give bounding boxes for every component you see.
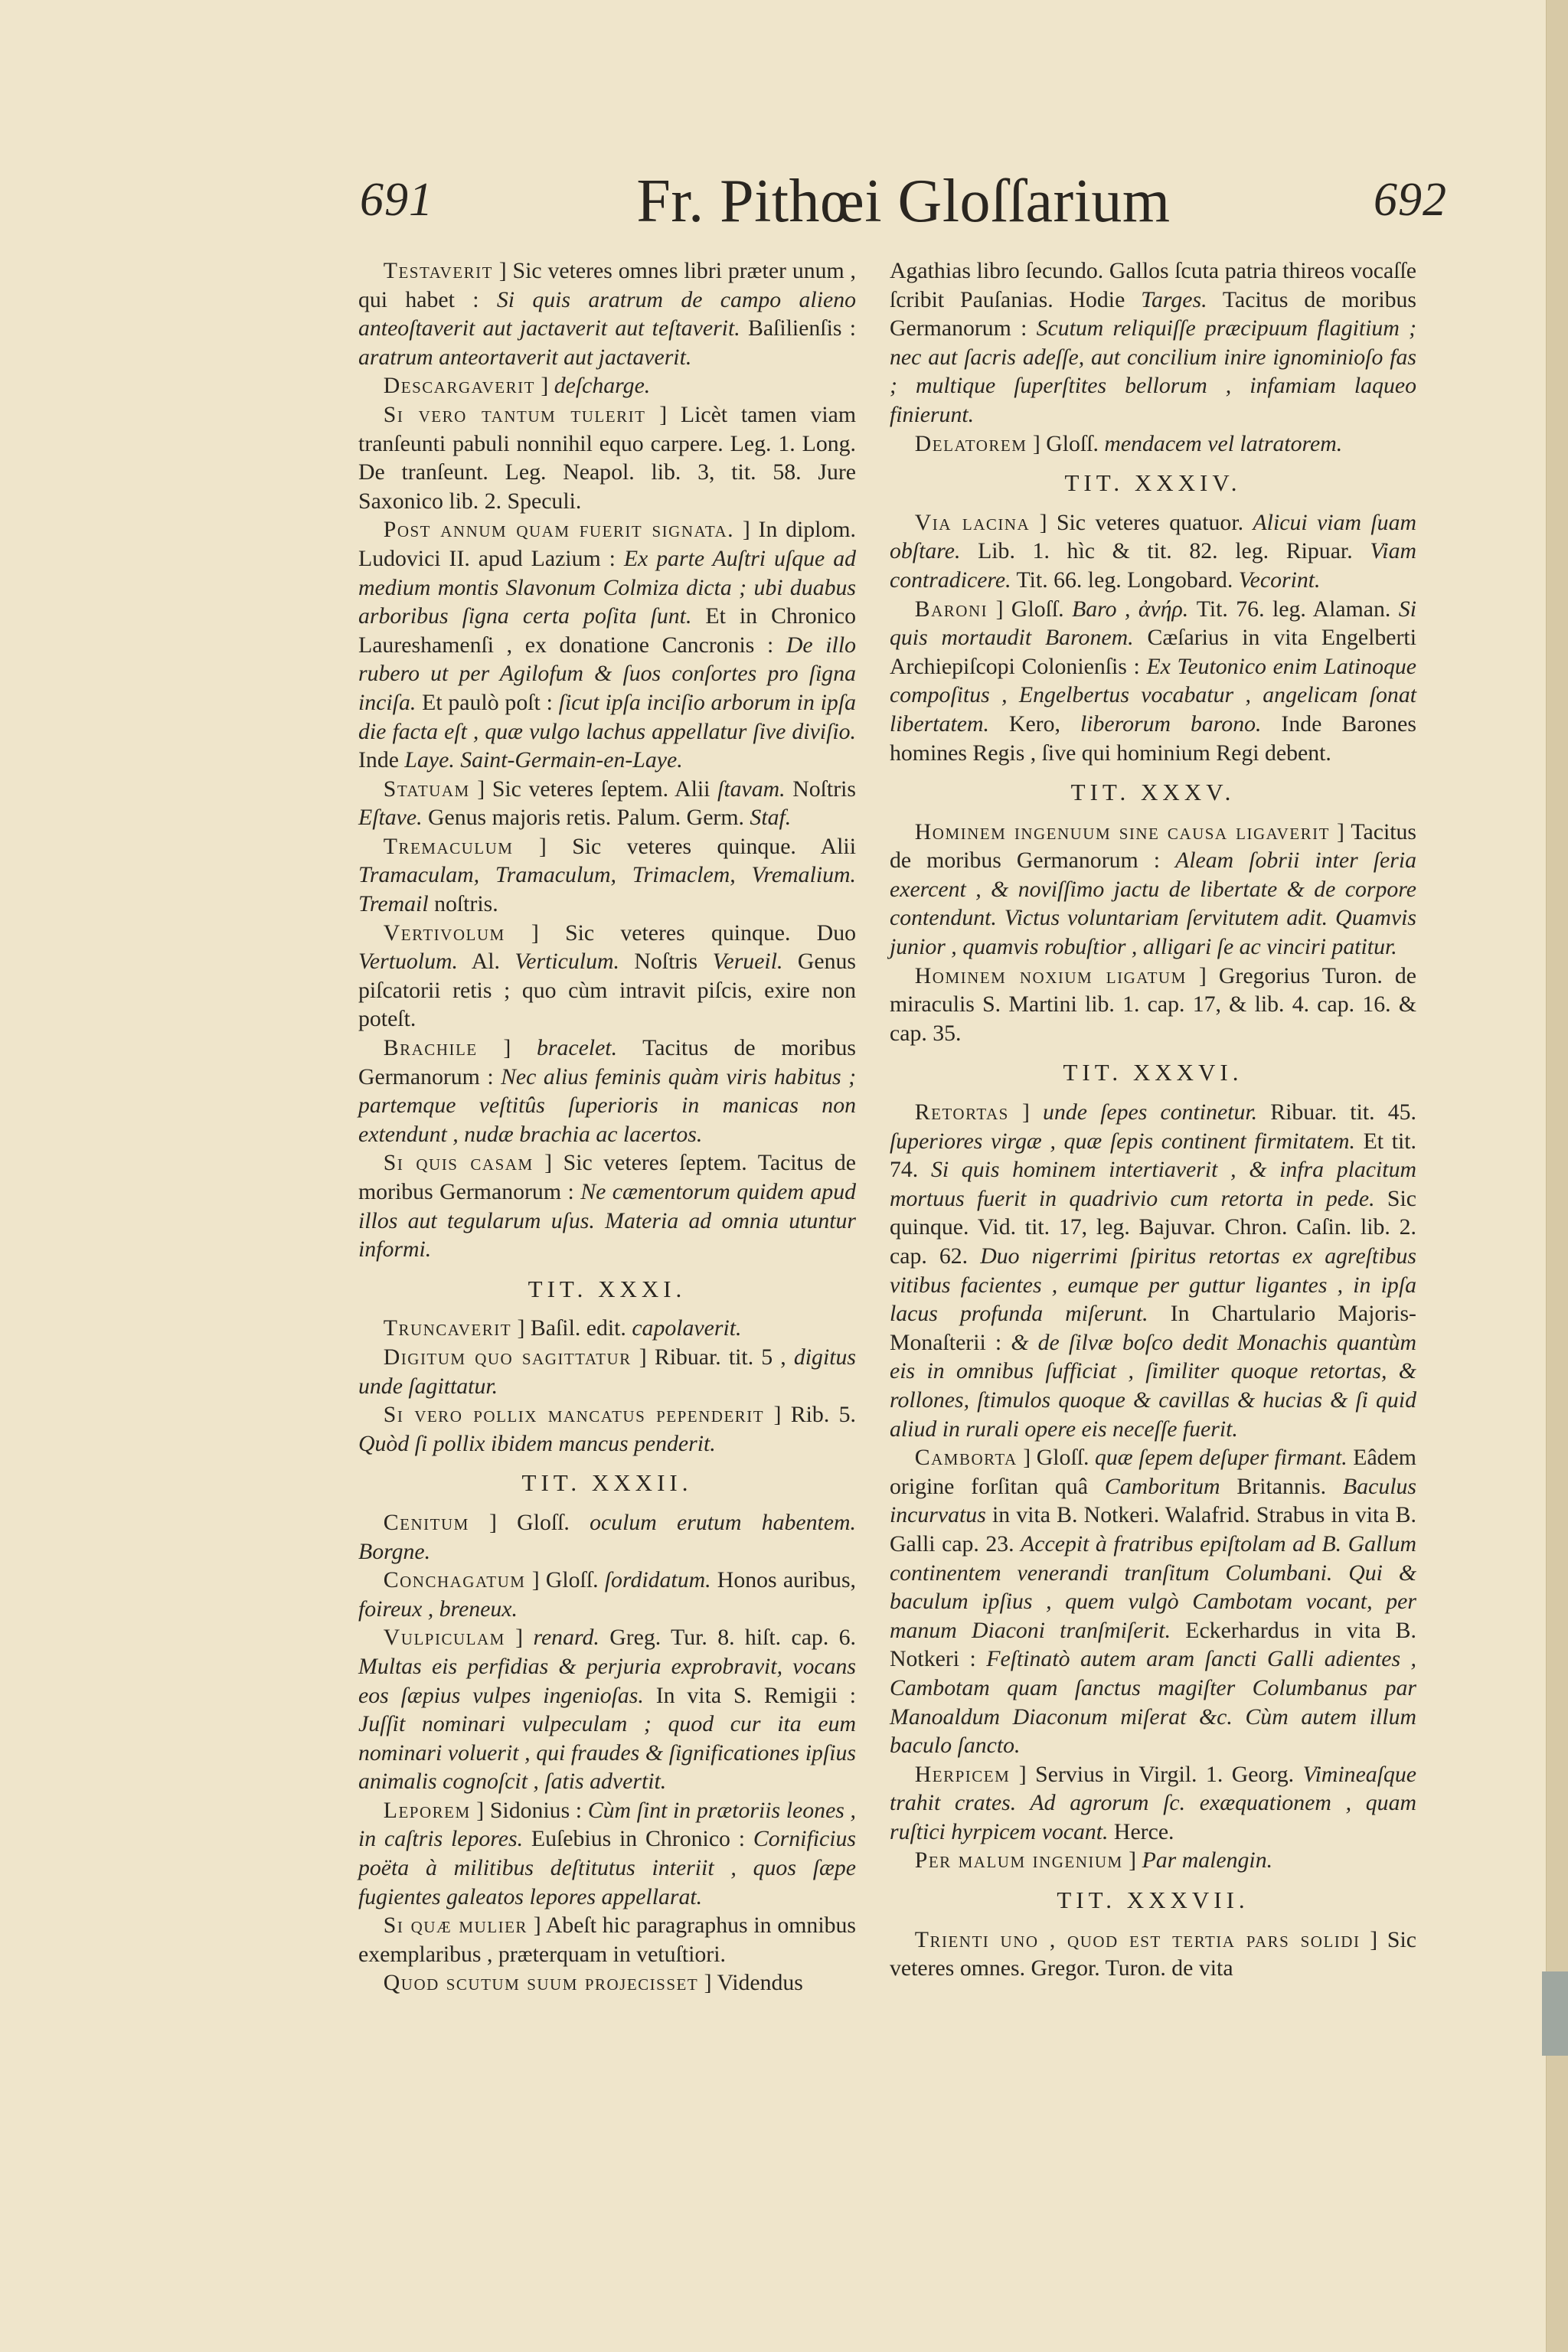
entry-conchagatum: Conchagatum ] Gloſſ. ſordidatum. Honos auribus, foireux , breneux.: [358, 1567, 856, 1622]
right-column: [890, 256, 1416, 1983]
color-calibration-tab: [1542, 1971, 1568, 2056]
entry-delatorem: Delatorem ] Gloſſ. mendacem vel latratorem.: [914, 430, 1343, 456]
entry-hominem-noxium: Hominem noxium ligatum ] Gregorius Turon. de miraculis S. Martini lib. 1. cap. 17, & lib. 4. cap. 16. & cap. 35.: [890, 962, 1417, 1046]
section-heading-tit-36: TIT. XXXVI.: [1063, 1059, 1243, 1086]
entry-si-vero-pollix: Si vero pollix mancatus pependerit ] Rib. 5. Quòd ſi pollix ibidem mancus penderit.: [358, 1402, 856, 1456]
entry-camborta: Camborta ] Gloſſ. quæ ſepem deſuper firmant. Eâdem origine forſitan quâ Camboritum Britannis. Baculus incurvatus in vita B. Notkeri. Walafrid. Strabus in vita B. Galli cap. 23. Accepit à fratribus epiſtolam ad B. Gallum continentem venerandi tranſitum Columbani. Qui & baculum ipſius , quem vulgò Cambotam vocant, per manum Diaconi tranſmiſerit. Eckerhardus in vita B. Notkeri : Feſtinatò autem aram ſancti Galli adientes , Cambotam quam ſanctus magiſter Columbanus par Manoaldum Diaconum miſerat &c. Cùm autem illum baculo ſancto.: [890, 1445, 1417, 1759]
entry-cenitum: Cenitum ] Gloſſ. oculum erutum habentem. Borgne.: [358, 1509, 856, 1564]
section-heading-tit-31: TIT. XXXI.: [528, 1275, 687, 1302]
section-heading-tit-35: TIT. XXXV.: [1070, 779, 1236, 806]
entry-vulpiculam: Vulpiculam ] renard. Greg. Tur. 8. hiſt. cap. 6. Multas eis perfidias & perjuria exprobravit, vocans eos ſæpius vulpes ingenioſas. In vita S. Remigii : Juſſit nominari vulpeculam ; quod cur ita eum nominari voluerit , qui fraudes & ſignificationes ipſius animalis cognoſcit , ſatis advertit.: [358, 1625, 856, 1795]
entry-truncaverit: Truncaverit ] Baſil. edit. capolaverit.: [383, 1315, 742, 1341]
entry-statuam: Statuam ] Sic veteres ſeptem. Alii ſtavam. Noſtris Eſtave. Genus majoris retis. Palum. Germ. Staf.: [358, 776, 856, 831]
entry-trienti-uno: Trienti uno , quod est tertia pars solidi ] Sic veteres omnes. Gregor. Turon. de vita: [890, 1926, 1416, 1981]
entry-retortas: Retortas ] unde ſepes continetur. Ribuar. tit. 45. ſuperiores virgæ , quæ ſepis continent firmitatem. Et tit. 74. Si quis hominem intertiaverit , & infra placitum mortuus fuerit in quadrivio cum retorta in pede. Sic quinque. Vid. tit. 17, leg. Bajuvar. Chron. Caſin. lib. 2. cap. 62. Duo nigerrimi ſpiritus retortas ex agreſtibus vitibus facientes , eumque per guttur ligantes , in ipſa lacus profunda miſerunt. In Chartulario Majoris-Monaſterii : & de ſilvæ boſco dedit Monachis quantùm eis in omnibus ſufficiat , ſimiliter quoque retortas, & rollones, ſtimulos quoque & cavillas & hucias & ſi quid aliud in rurali opere eis neceſſe fuerit.: [890, 1099, 1416, 1442]
page-number-right: 692: [1374, 174, 1447, 226]
left-column: [358, 256, 856, 1998]
page-title: Fr. Pithœi Gloſſarium: [636, 168, 1171, 235]
section-heading-tit-34: TIT. XXXIV.: [1064, 469, 1242, 497]
entry-vertivolum: Vertivolum ] Sic veteres quinque. Duo Vertuolum. Al. Verticulum. Noſtris Verueil. Genus piſcatorii retis ; quo cùm intravit piſcis, exire non poteſt.: [358, 920, 856, 1032]
entry-tremaculum: Tremaculum ] Sic veteres quinque. Alii Tramaculam, Tramaculum, Trimaclem, Vremalium. Tremail noſtris.: [358, 833, 856, 917]
entry-brachile: Brachile ] bracelet. Tacitus de moribus Germanorum : Nec alius feminis quàm viris habitus ; partemque veſtitûs ſuperioris in manicas non extendunt , nudæ brachia ac lacertos.: [358, 1035, 856, 1147]
page-number-left: 691: [360, 174, 433, 226]
entry-via-lacina: Via lacina ] Sic veteres quatuor. Alicui viam ſuam obſtare. Lib. 1. hìc & tit. 82. leg. Ripuar. Viam contradicere. Tit. 66. leg. Longobard. Vecorint.: [890, 509, 1416, 593]
entry-continuation: Agathias libro ſecundo. Gallos ſcuta patria thireos vocaſſe ſcribit Pauſanias. Hodie Targes. Tacitus de moribus Germanorum : Scutum reliquiſſe præcipuum flagitium ; nec aut ſacris adeſſe, aut concilium inire ignominioſo fas ; multique ſuperſtites bellorum , infamiam laqueo finierunt.: [890, 258, 1416, 427]
entry-per-malum-ingenium: Per malum ingenium ] Par malengin.: [914, 1847, 1273, 1873]
entry-baroni: Baroni ] Gloſſ. Baro , ἀνήρ. Tit. 76. leg. Alaman. Si quis mortaudit Baronem. Cæſarius in vita Engelberti Archiepiſcopi Colonienſis : Ex Teutonico enim Latinoque compoſitus , Engelbertus vocabatur , angelicam ſonat libertatem. Kero, liberorum barono. Inde Barones homines Regis , ſive qui hominium Regi debent.: [890, 596, 1416, 766]
entry-hominem-ingenuum: Hominem ingenuum sine causa ligaverit ] Tacitus de moribus Germanorum : Aleam ſobrii inter ſeria exercent , & noviſſimo jactu de libertate & de corpore contendunt. Victus voluntariam ſervitutem adit. Quamvis junior , quamvis robuſtior , alligari ſe ac vinciri patitur.: [890, 818, 1417, 960]
entry-si-quis-casam: Si quis casam ] Sic veteres ſeptem. Tacitus de moribus Germanorum : Ne cæmentorum quidem apud illos aut tegularum uſus. Materia ad omnia utuntur informi.: [358, 1150, 857, 1263]
entry-herpicem: Herpicem ] Servius in Virgil. 1. Georg. Vimineaſque trahit crates. Ad agrorum ſc. exæquationem , quam ruſtici hyrpicem vocant. Herce.: [890, 1761, 1416, 1844]
section-heading-tit-37: TIT. XXXVII.: [1057, 1886, 1250, 1914]
entry-si-quae-mulier: Si quæ mulier ] Abeſt hic paragraphus in omnibus exemplaribus , præterquam in vetuſtiori.: [358, 1913, 856, 1967]
running-head: [360, 167, 1447, 259]
section-heading-tit-32: TIT. XXXII.: [521, 1469, 693, 1497]
entry-digitum: Digitum quo sagittatur ] Ribuar. tit. 5 , digitus unde ſagittatur.: [358, 1344, 857, 1399]
entry-descargaverit: Descargaverit ] deſcharge.: [383, 373, 651, 399]
entry-testaverit: Testaverit ] Sic veteres omnes libri præter unum , qui habet : Si quis aratrum de campo alieno anteoſtaverit aut jactaverit aut teſtaverit. Baſilienſis : aratrum anteortaverit aut jactaverit.: [358, 258, 856, 370]
entry-post-annum: Post annum quam fuerit signata. ] In diplom. Ludovici II. apud Lazium : Ex parte Auſtri uſque ad medium montis Slavonum Colmiza dicta ; ubi duabus arboribus ſigna certa poſita ſunt. Et in Chronico Laureshamenſi , ex donatione Cancronis : De illo rubero ut per Agilofum & ſuos conſortes pro ſigna inciſa. Et paulò poſt : ſicut ipſa inciſio arborum in ipſa die facta eſt , quæ vulgo lachus appellatur ſive diviſio. Inde Laye. Saint-Germain-en-Laye.: [358, 517, 856, 773]
entry-quod-scutum: Quod scutum suum projecisset ] Videndus: [383, 1970, 803, 1996]
entry-leporem: Leporem ] Sidonius : Cùm ſint in prætoriis leones , in caſtris lepores. Euſebius in Chronico : Cornificius poëta à militibus deſtitutus interiit , quos ſæpe fugientes galeatos lepores appellarat.: [358, 1797, 857, 1909]
entry-si-vero-tantum: Si vero tantum tulerit ] Licèt tamen viam tranſeunti pabuli nonnihil equo carpere. Leg. 1. Long. De tranſeunt. Leg. Neapol. lib. 3, tit. 58. Jure Saxonico lib. 2. Speculi.: [358, 401, 857, 514]
